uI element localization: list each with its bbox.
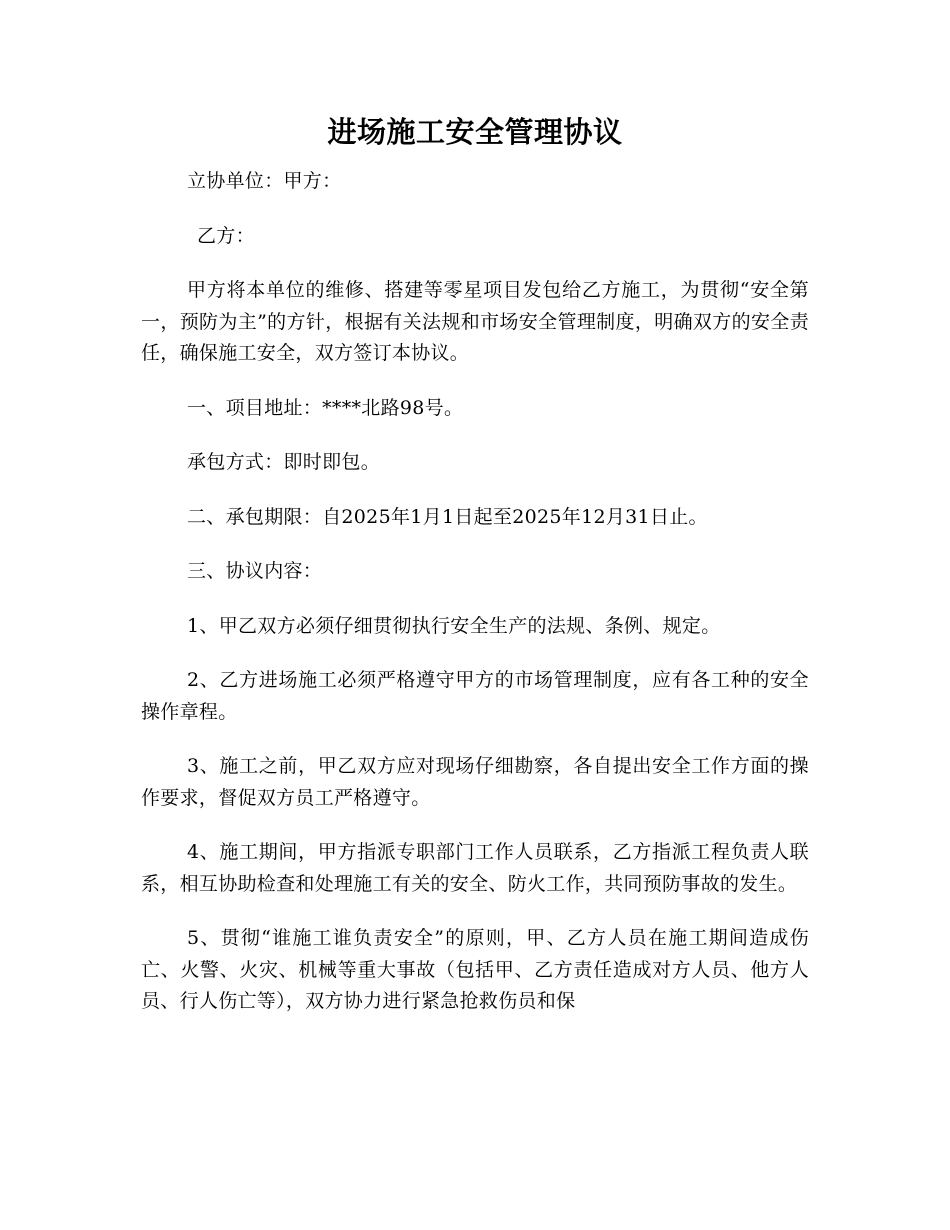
party-b-line: 乙方： [197,224,255,247]
document-body [141,108,809,1018]
party-a-line: 立协单位：甲方： [187,170,342,192]
clause-2: 2、乙方进场施工必须严格遵守甲方的市场管理制度，应有各工种的安全操作章程。 [141,669,809,723]
document-title: 进场施工安全管理协议 [327,115,623,149]
clause-3: 3、施工之前，甲乙双方应对现场仔细勘察，各自提出安全工作方面的操作要求，督促双方员工严格遵守。 [141,755,809,809]
project-address: 一、项目地址：****北路98号。 [187,396,464,419]
contract-period: 二、承包期限：自2025年1月1日起至2025年12月31日止。 [187,505,708,528]
agreement-content-heading: 三、协议内容： [187,560,323,582]
clause-4: 4、施工期间，甲方指派专职部门工作人员联系，乙方指派工程负责人联系，相互协助检查和处理施工有关的安全、防火工作，共同预防事故的发生。 [141,841,809,895]
clause-5: 5、贯彻“谁施工谁负责安全”的原则，甲、乙方人员在施工期间造成伤亡、火警、火灾、机械等重大事故（包括甲、乙方责任造成对方人员、他方人员、行人伤亡等），双方协力进行紧急抢救伤员和保 [141,927,809,1012]
preamble-paragraph: 甲方将本单位的维修、搭建等零星项目发包给乙方施工，为贯彻“安全第一，预防为主”的方针，根据有关法规和市场安全管理制度，明确双方的安全责任，确保施工安全，双方签订本协议。 [141,279,809,364]
contract-method: 承包方式：即时即包。 [187,451,381,473]
clause-1: 1、甲乙双方必须仔细贯彻执行安全生产的法规、条例、规定。 [187,614,721,637]
